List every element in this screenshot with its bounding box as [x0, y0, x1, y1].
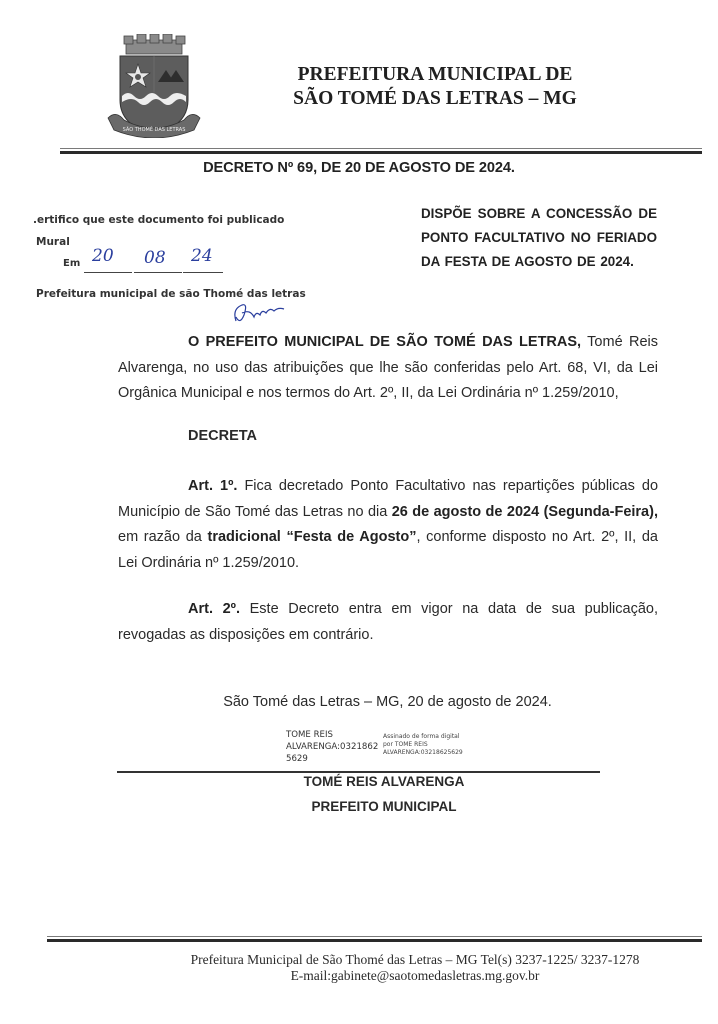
header-divider-thin: [60, 148, 702, 149]
preamble: [118, 330, 658, 407]
coat-of-arms-icon: [102, 34, 206, 138]
article-2: [118, 597, 658, 648]
article-1-text-c: , conforme disposto no Art. 2º, II, da Lei Ordinária nº 1.259/2010.: [118, 529, 658, 571]
article-2-text: Este Decreto entra em vigor na data de sua publicação, revogadas as disposições em contrário.: [118, 601, 658, 643]
crest-motto: SÃO THOMÉ DAS LETRAS: [122, 127, 186, 133]
digital-signature-note-line2: por TOME REIS: [383, 741, 428, 748]
header-title-line2: SÃO TOMÉ DAS LETRAS – MG: [293, 88, 577, 109]
signer-name: TOMÉ REIS ALVARENGA: [303, 774, 465, 789]
header-divider: [60, 151, 702, 154]
footer-divider: [47, 939, 702, 942]
digital-signature-note-line3: ALVARENGA:03218625629: [383, 749, 463, 756]
place-and-date: São Tomé das Letras – MG, 20 de agosto de 2024.: [223, 694, 552, 710]
article-2-label: Art. 2º.: [188, 601, 240, 617]
header-title-line1: PREFEITURA MUNICIPAL DE: [297, 64, 573, 85]
article-1-text-a: Fica decretado Ponto Facultativo nas repartições públicas do Município de São Tomé das Letras no dia: [118, 478, 659, 520]
stamp-mural-text: Mural: [36, 236, 70, 248]
preamble-text: Tomé Reis Alvarenga, no uso das atribuições que lhe são conferidas pelo Art. 68, VI, da Lei Orgânica Municipal e nos termos do Art. 2º, II, da Lei Ordinária nº 1.259/2010,: [118, 334, 658, 401]
decree-summary: DISPÕE SOBRE A CONCESSÃO DE PONTO FACULTATIVO NO FERIADO DA FESTA DE AGOSTO DE 2024.: [421, 206, 657, 269]
stamp-date-prefix: Em: [63, 258, 81, 269]
footer-divider-thin: [47, 936, 702, 937]
decree-title: DECRETO Nº 69, DE 20 DE AGOSTO DE 2024.: [203, 160, 515, 176]
digital-signature-note: [383, 733, 463, 757]
article-1-event: tradicional “Festa de Agosto”: [207, 529, 417, 545]
footer-email: E-mail:gabinete@saotomedasletras.mg.gov.br: [290, 968, 540, 983]
signature-line: [117, 771, 600, 773]
stamp-certify-text: .ertifico que este documento foi publicado: [33, 214, 285, 226]
digital-signature-note-line1: Assinado de forma digital: [383, 733, 460, 740]
digital-signature-name: [286, 729, 378, 765]
article-1-date: 26 de agosto de 2024 (Segunda-Feira),: [391, 503, 658, 520]
handwritten-signature-icon: [228, 299, 288, 329]
preamble-authority: O PREFEITO MUNICIPAL DE SÃO TOMÉ DAS LETRAS,: [188, 334, 582, 350]
article-1: [118, 474, 658, 576]
stamp-day-handwritten: 20: [92, 246, 114, 266]
decreta-heading: DECRETA: [188, 428, 258, 444]
signer-role: PREFEITO MUNICIPAL: [311, 799, 457, 814]
stamp-month-handwritten: 08: [144, 248, 166, 268]
digital-signature-name-line3: 5629: [286, 754, 308, 764]
digital-signature-name-line1: TOME REIS: [286, 730, 333, 740]
stamp-municipality-text: Prefeitura municipal de são Thomé das letras: [36, 288, 306, 300]
footer-contact: Prefeitura Municipal de São Thomé das Letras – MG Tel(s) 3237-1225/ 3237-1278: [190, 952, 640, 967]
article-1-label: Art. 1º.: [188, 478, 238, 494]
digital-signature-name-line2: ALVARENGA:0321862: [286, 742, 379, 752]
stamp-year-handwritten: 24: [191, 246, 213, 266]
article-1-text-b: em razão da: [118, 529, 208, 545]
